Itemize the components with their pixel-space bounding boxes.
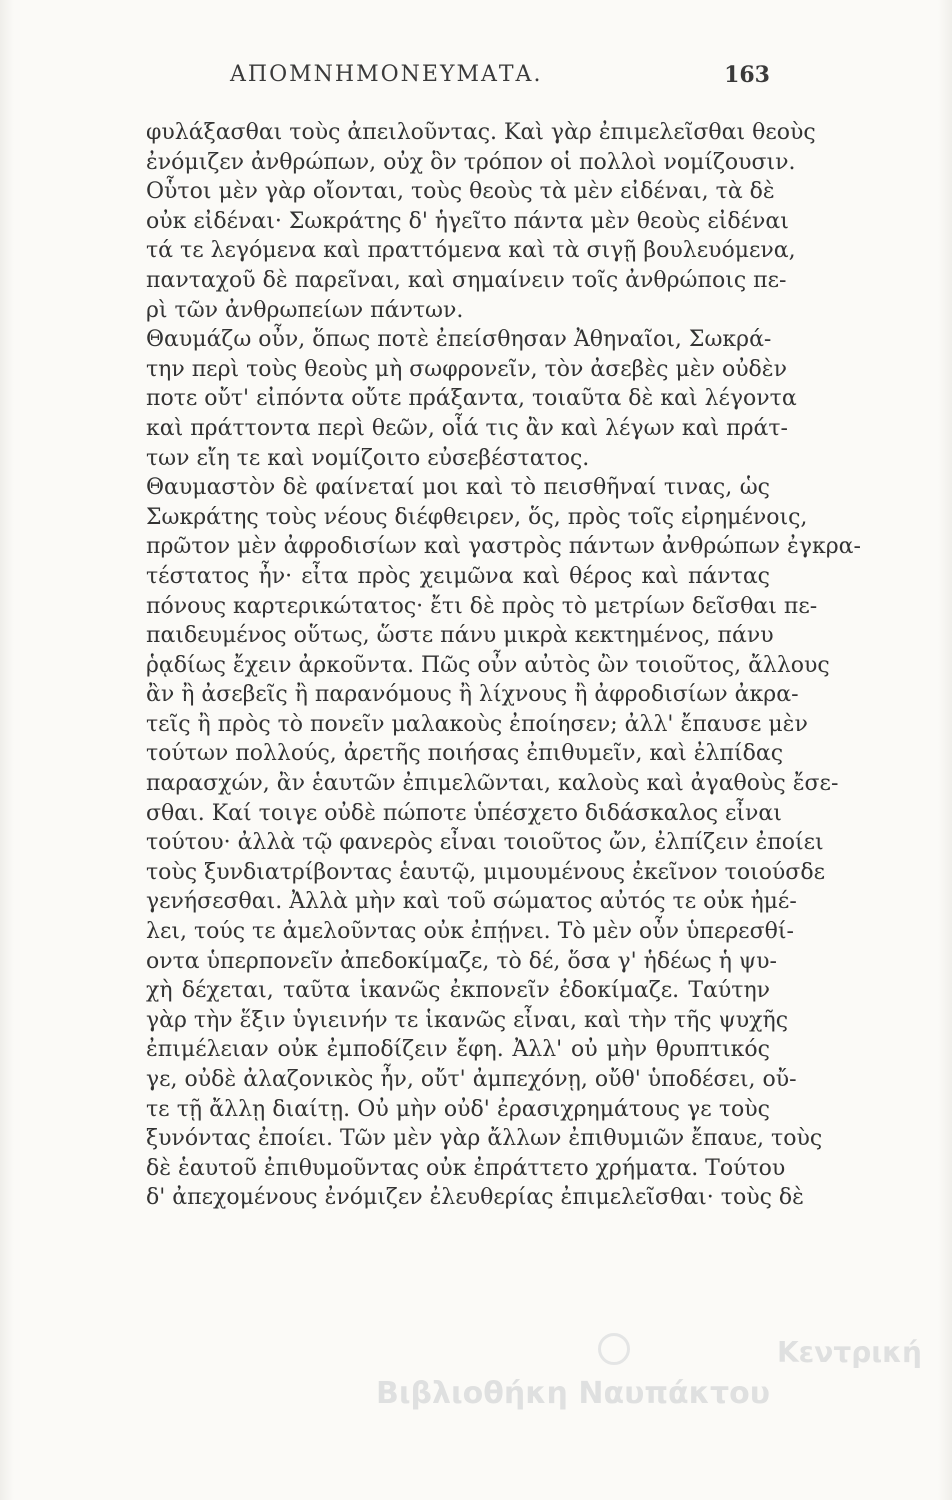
text-line: ἐπιμέλειαν οὐκ ἐμποδίζειν ἔφη. Ἀλλ' οὐ μὴν θρυπτικός: [146, 1037, 770, 1063]
text-line: πόνους καρτερικώτατος· ἔτι δὲ πρὸς τὸ μετρίων δεῖσθαι πε-: [146, 593, 818, 619]
text-line: Σωκράτης τοὺς νέους διέφθειρεν, ὅς, πρὸς τοῖς εἰρημένοις,: [146, 504, 808, 530]
text-line: ποτε οὔτ' εἰπόντα οὔτε πράξαντα, τοιαῦτα δὲ καὶ λέγοντα: [146, 386, 797, 412]
text-line: την περὶ τοὺς θεοὺς μὴ σωφρονεῖν, τὸν ἀσεβὲς μὲν οὐδὲν: [146, 356, 787, 382]
text-line: τούτων πολλούς, ἀρετῆς ποιήσας ἐπιθυμεῖν, καὶ ἐλπίδας: [146, 741, 784, 767]
text-line: ἐνόμιζεν ἀνθρώπων, οὐχ ὃν τρόπον οἱ πολλοὶ νομίζουσιν.: [146, 149, 796, 175]
text-line: γὰρ τὴν ἕξιν ὑγιεινήν τε ἱκανῶς εἶναι, καὶ τὴν τῆς ψυχῆς: [146, 1007, 789, 1033]
page-header: [150, 62, 770, 94]
watermark-line-2: Βιβλιοθήκη Ναυπάκτου: [375, 1376, 770, 1411]
text-line: ξυνόντας ἐποίει. Τῶν μὲν γὰρ ἄλλων ἐπιθυμιῶν ἔπαυε, τοὺς: [146, 1126, 823, 1152]
text-line: παρασχών, ἂν ἑαυτῶν ἐπιμελῶνται, καλοὺς καὶ ἀγαθοὺς ἔσε-: [146, 771, 839, 797]
text-line: Θαυμάζω οὖν, ὅπως ποτὲ ἐπείσθησαν Ἀθηναῖοι, Σωκρά-: [146, 327, 772, 353]
text-line: τοὺς ξυνδιατρίβοντας ἑαυτῷ, μιμουμένους ἐκεῖνον τοιούσδε: [146, 859, 825, 885]
running-title: ΑΠΟΜΝΗΜΟΝΕΥΜΑΤΑ.: [230, 62, 543, 87]
text-line: ῥᾳδίως ἔχειν ἀρκοῦντα. Πῶς οὖν αὐτὸς ὢν τοιοῦτος, ἄλλους: [146, 652, 830, 678]
text-line: πρῶτον μὲν ἀφροδισίων καὶ γαστρὸς πάντων ἀνθρώπων ἐγκρα-: [146, 534, 861, 560]
text-line: τε τῇ ἄλλῃ διαίτῃ. Οὐ μὴν οὐδ' ἐρασιχρημάτους γε τοὺς: [146, 1096, 770, 1122]
text-line: δ' ἀπεχομένους ἐνόμιζεν ἐλευθερίας ἐπιμελεῖσθαι· τοὺς δὲ: [146, 1185, 804, 1211]
text-line: ρὶ τῶν ἀνθρωπείων πάντων.: [146, 297, 464, 323]
body-text: [146, 118, 861, 1213]
text-line: τεῖς ἢ πρὸς τὸ πονεῖν μαλακοὺς ἐποίησεν; ἀλλ' ἔπαυσε μὲν: [146, 711, 808, 737]
text-line: γε, οὐδὲ ἀλαζονικὸς ἦν, οὔτ' ἀμπεχόνῃ, οὔθ' ὑποδέσει, οὔ-: [146, 1067, 797, 1092]
text-line: των εἴη τε καὶ νομίζοιτο εὐσεβέστατος.: [146, 445, 590, 471]
page-number: 163: [724, 62, 770, 88]
text-line: οὐκ εἰδέναι· Σωκράτης δ' ἡγεῖτο πάντα μὲν θεοὺς εἰδέναι: [146, 208, 789, 234]
text-line: παιδευμένος οὕτως, ὥστε πάνυ μικρὰ κεκτημένος, πάνυ: [146, 623, 774, 649]
text-line: τούτου· ἀλλὰ τῷ φανερὸς εἶναι τοιοῦτος ὤν, ἐλπίζειν ἐποίει: [146, 830, 824, 856]
text-line: πανταχοῦ δὲ παρεῖναι, καὶ σημαίνειν τοῖς ἀνθρώποις πε-: [146, 267, 787, 293]
text-line: Οὗτοι μὲν γὰρ οἴονται, τοὺς θεοὺς τὰ μὲν εἰδέναι, τὰ δὲ: [146, 179, 775, 205]
text-line: οντα ὑπερπονεῖν ἀπεδοκίμαζε, τὸ δέ, ὅσα γ' ἡδέως ἡ ψυ-: [146, 948, 777, 974]
text-line: Θαυμαστὸν δὲ φαίνεταί μοι καὶ τὸ πεισθῆναί τινας, ὡς: [146, 475, 770, 501]
text-line: γενήσεσθαι. Ἀλλὰ μὴν καὶ τοῦ σώματος αὐτός τε οὐκ ἠμέ-: [146, 889, 797, 915]
text-line: τέστατος ἦν· εἶτα πρὸς χειμῶνα καὶ θέρος καὶ πάντας: [146, 563, 770, 589]
text-line: τά τε λεγόμενα καὶ πραττόμενα καὶ τὰ σιγῇ βουλευόμενα,: [146, 238, 796, 264]
text-line: ἂν ἢ ἀσεβεῖς ἢ παρανόμους ἢ λίχνους ἢ ἀφροδισίων ἀκρα-: [146, 682, 799, 708]
text-line: φυλάξασθαι τοὺς ἀπειλοῦντας. Καὶ γὰρ ἐπιμελεῖσθαι θεοὺς: [146, 120, 816, 145]
watermark-line-1: Κεντρική: [776, 1336, 922, 1369]
text-line: καὶ πράττοντα περὶ θεῶν, οἷά τις ἂν καὶ λέγων καὶ πράτ-: [146, 415, 788, 441]
text-line: λει, τούς τε ἀμελοῦντας οὐκ ἐπῄνει. Τὸ μὲν οὖν ὑπερεσθί-: [146, 919, 794, 945]
library-seal-icon: [598, 1333, 630, 1365]
text-line: δὲ ἑαυτοῦ ἐπιθυμοῦντας οὐκ ἐπράττετο χρήματα. Τούτου: [146, 1155, 786, 1181]
text-line: σθαι. Καί τοιγε οὐδὲ πώποτε ὑπέσχετο διδάσκαλος εἶναι: [146, 800, 782, 826]
text-line: χὴ δέχεται, ταῦτα ἱκανῶς ἐκπονεῖν ἐδοκίμαζε. Ταύτην: [146, 978, 770, 1004]
